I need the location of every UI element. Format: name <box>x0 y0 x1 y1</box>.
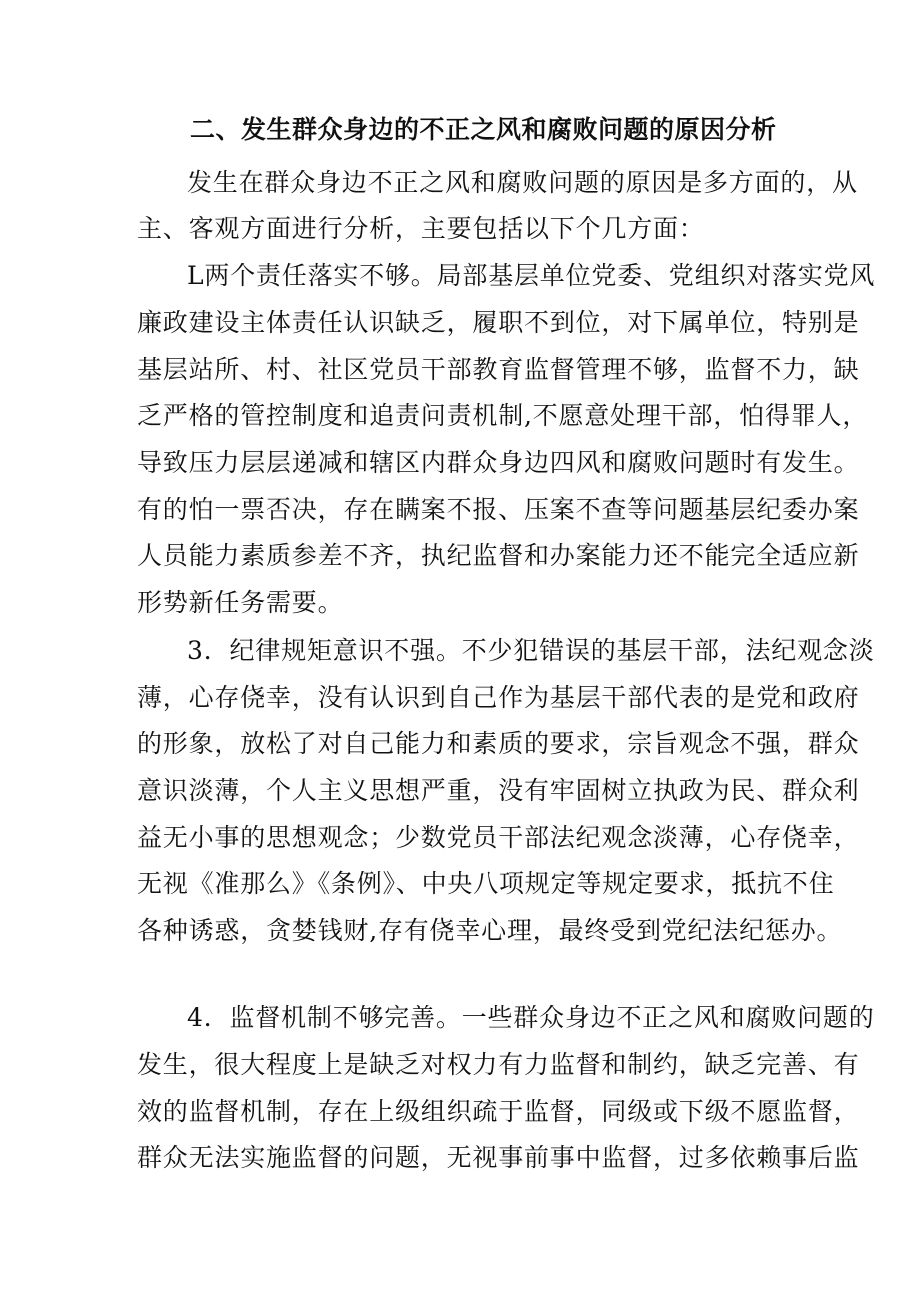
paragraph-2-line-5: 导致压力层层递减和辖区内群众身边四风和腐败问题时有发生。 <box>137 448 860 477</box>
paragraph-2-line-7: 人员能力素质参差不齐，执纪监督和办案能力还不能完全适应新 <box>137 541 860 570</box>
paragraph-3-line-1: 3．纪律规矩意识不强。不少犯错误的基层干部，法纪观念淡 <box>187 636 875 665</box>
paragraph-3-line-3: 的形象，放松了对自己能力和素质的要求，宗旨观念不强，群众 <box>137 729 860 758</box>
paragraph-2-line-1: L两个责任落实不够。局部基层单位党委、党组织对落实党风 <box>187 261 876 290</box>
paragraph-3-line-7: 各种诱惑，贪婪钱财,存有侥幸心理，最终受到党纪法纪惩办。 <box>137 916 843 945</box>
paragraph-3-line-6: 无视《准那么》《条例》、中央八项规定等规定要求，抵抗不住 <box>137 869 835 898</box>
paragraph-4-line-1: 4．监督机制不够完善。一些群众身边不正之风和腐败问题的 <box>187 1003 875 1032</box>
paragraph-1-line-1: 发生在群众身边不正之风和腐败问题的原因是多方面的，从 <box>187 168 858 197</box>
section-heading: 二、发生群众身边的不正之风和腐败问题的原因分析 <box>190 115 777 144</box>
paragraph-3-line-5: 益无小事的思想观念；少数党员干部法纪观念淡薄，心存侥幸， <box>137 823 860 852</box>
paragraph-1-line-2: 主、客观方面进行分析，主要包括以下个几方面： <box>137 214 705 243</box>
paragraph-3-line-2: 薄，心存侥幸，没有认识到自己作为基层干部代表的是党和政府 <box>137 683 860 712</box>
paragraph-2-line-2: 廉政建设主体责任认识缺乏，履职不到位，对下属单位，特别是 <box>137 308 860 337</box>
paragraph-3-line-4: 意识淡薄，个人主义思想严重，没有牢固树立执政为民、群众利 <box>137 776 860 805</box>
paragraph-4-line-3: 效的监督机制，存在上级组织疏于监督，同级或下级不愿监督， <box>137 1097 860 1126</box>
paragraph-2-line-8: 形势新任务需要。 <box>137 588 344 617</box>
paragraph-2-line-4: 乏严格的管控制度和追责问责机制,不愿意处理干部，怕得罪人， <box>137 401 869 430</box>
paragraph-4-line-4: 群众无法实施监督的问题，无视事前事中监督，过多依赖事后监 <box>137 1143 860 1172</box>
paragraph-2-line-3: 基层站所、村、社区党员干部教育监督管理不够，监督不力，缺 <box>137 355 860 384</box>
paragraph-2-line-6: 有的怕一票否决，存在瞒案不报、压案不查等问题基层纪委办案 <box>137 495 860 524</box>
paragraph-4-line-2: 发生，很大程度上是缺乏对权力有力监督和制约，缺乏完善、有 <box>137 1050 860 1079</box>
